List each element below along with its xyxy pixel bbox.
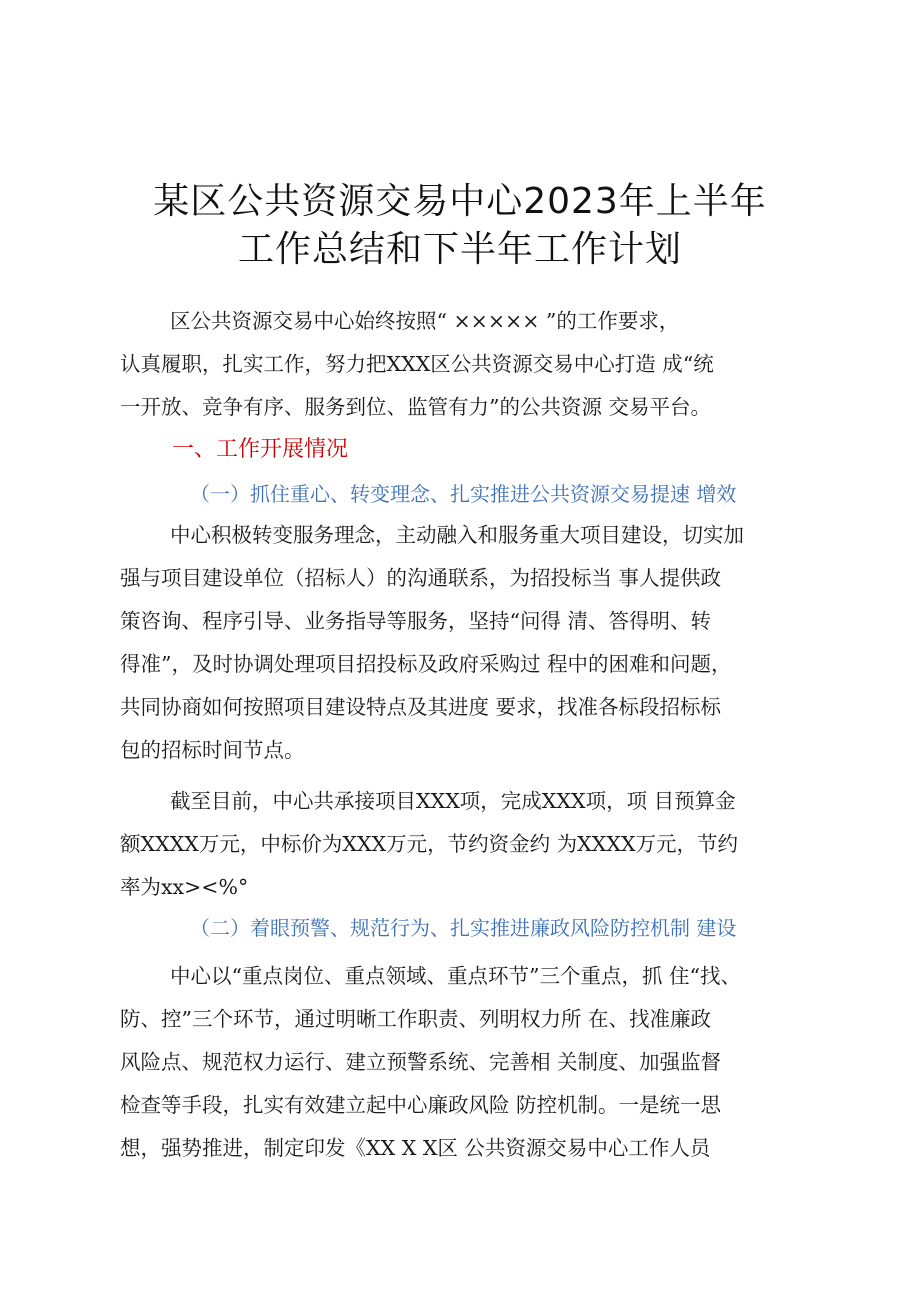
intro-line-3: 一开放、竞争有序、服务到位、监管有力”的公共资源 交易平台。 — [120, 395, 711, 419]
subsection-2-heading: （二）着眼预警、规范行为、扎实推进廉政风险防控机制 建设 — [190, 916, 737, 940]
paragraph-line: 截至目前，中心共承接项目XXX项，完成XXX项，项 目预算金 — [170, 789, 736, 813]
paragraph-line: 想，强势推进，制定印发《XX X X区 公共资源交易中心工作人员 — [120, 1136, 711, 1160]
paragraph-line: 得准”，及时协调处理项目招投标及政府采购过 程中的困难和问题， — [120, 652, 732, 676]
intro-line-2: 认真履职，扎实工作，努力把XXX区公共资源交易中心打造 成“统 — [120, 352, 714, 376]
subsection-1-paragraph-1 — [120, 514, 820, 772]
paragraph-line: 共同协商如何按照项目建设特点及其进度 要求，找准各标段招标标 — [120, 695, 722, 719]
paragraph-line: 风险点、规范权力运行、建立预警系统、完善相 关制度、加强监督 — [120, 1050, 722, 1074]
subsection-1-heading: （一）抓住重心、转变理念、扎实推进公共资源交易提速 增效 — [190, 482, 737, 506]
document-title-line-2: 工作总结和下半年工作计划 — [237, 229, 682, 270]
paragraph-line: 中心以“重点岗位、重点领域、重点环节”三个重点，抓 住“找、 — [170, 964, 741, 988]
subsection-2-paragraph-1 — [120, 955, 820, 1170]
document-title-line-1: 某区公共资源交易中心2023年上半年 — [153, 181, 767, 222]
intro-paragraph — [120, 300, 820, 429]
paragraph-line: 率为xx><%° — [120, 875, 249, 899]
intro-line-1: 区公共资源交易中心始终按照“ ××××× ”的工作要求， — [170, 309, 680, 333]
paragraph-line: 强与项目建设单位（招标人）的沟通联系，为招投标当 事人提供政 — [120, 566, 722, 590]
section-1-heading: 一、工作开展情况 — [172, 437, 349, 462]
paragraph-line: 检查等手段，扎实有效建立起中心廉政风险 防控机制。一是统一思 — [120, 1093, 722, 1117]
paragraph-line: 中心积极转变服务理念，主动融入和服务重大项目建设，切实加 — [170, 523, 744, 547]
paragraph-line: 额XXXX万元，中标价为XXX万元，节约资金约 为XXXX万元，节约 — [120, 832, 739, 856]
paragraph-line: 策咨询、程序引导、业务指导等服务，坚持“问得 清、答得明、转 — [120, 609, 711, 633]
subsection-1-paragraph-2 — [120, 780, 820, 909]
paragraph-line: 防、控”三个环节，通过明晰工作职责、列明权力所 在、找准廉政 — [120, 1007, 711, 1031]
paragraph-line: 包的招标时间节点。 — [120, 738, 305, 762]
